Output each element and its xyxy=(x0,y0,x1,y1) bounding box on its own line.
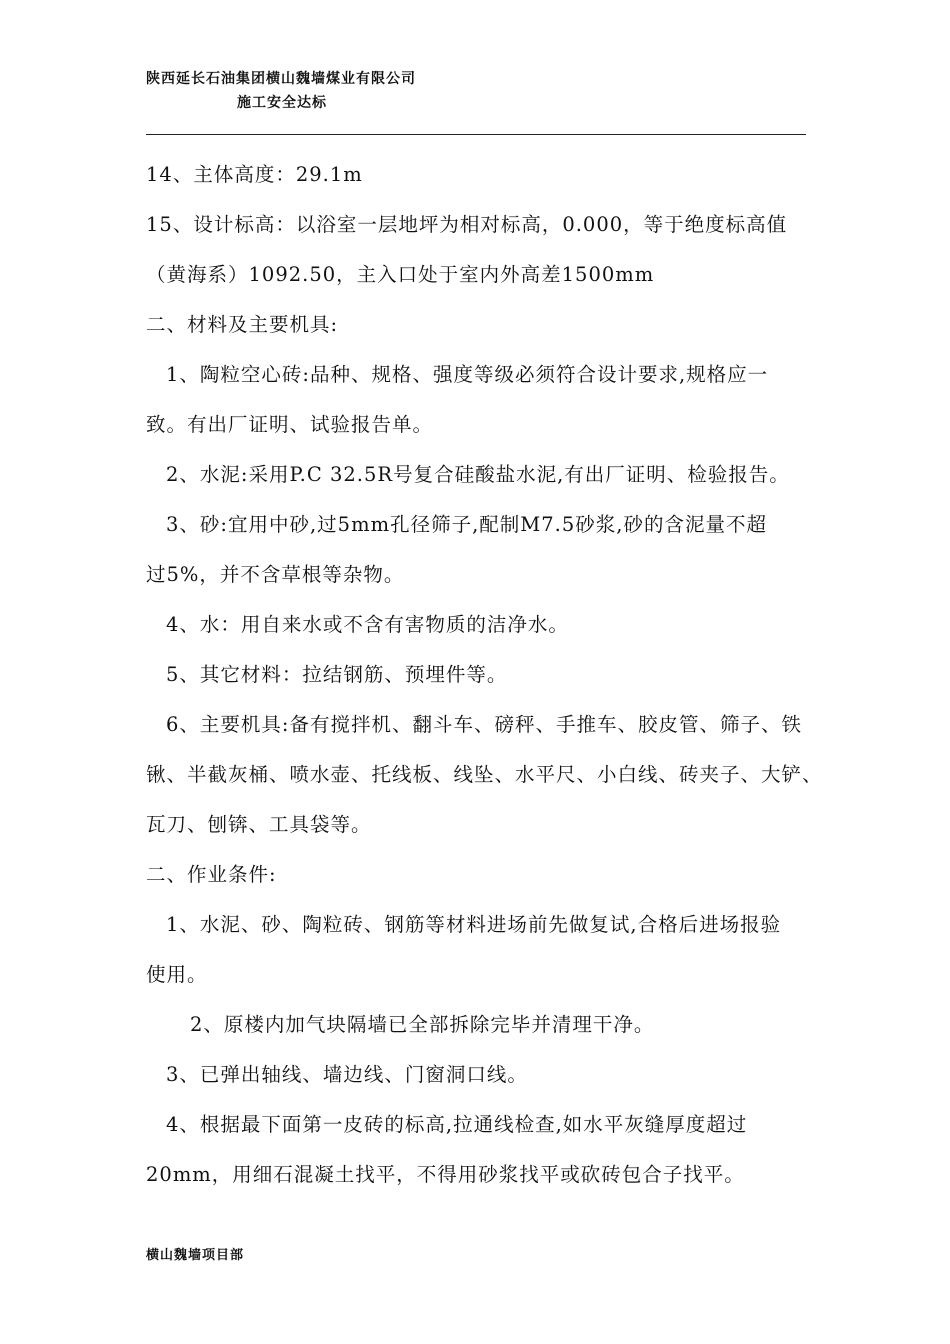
paragraph-line: 5、其它材料：拉结钢筋、预埋件等。 xyxy=(166,663,508,686)
paragraph-line: 3、已弹出轴线、墙边线、门窗洞口线。 xyxy=(166,1063,528,1086)
paragraph-line: 过5%，并不含草根等杂物。 xyxy=(146,563,405,586)
header-divider xyxy=(146,134,806,135)
paragraph-line: 4、根据最下面第一皮砖的标高,拉通线检查,如水平灰缝厚度超过 xyxy=(166,1113,748,1136)
footer-department: 横山魏墙项目部 xyxy=(146,1248,245,1263)
paragraph-line: 使用。 xyxy=(146,963,208,986)
paragraph-line: 致。有出厂证明、试验报告单。 xyxy=(146,413,434,436)
paragraph-line: 1、陶粒空心砖:品种、规格、强度等级必须符合设计要求,规格应一 xyxy=(166,363,769,386)
header-company-name: 陕西延长石油集团横山魏墙煤业有限公司 xyxy=(146,71,416,87)
paragraph-line: 锹、半截灰桶、喷水壶、托线板、线坠、水平尺、小白线、砖夹子、大铲、 xyxy=(146,763,823,786)
section-heading: 二、作业条件: xyxy=(146,863,277,886)
section-heading: 二、材料及主要机具: xyxy=(146,313,339,336)
paragraph-line: 15、设计标高：以浴室一层地坪为相对标高，0.000，等于绝度标高值 xyxy=(146,213,788,236)
paragraph-line: 2、水泥:采用P.C 32.5R号复合硅酸盐水泥,有出厂证明、检验报告。 xyxy=(166,463,790,486)
paragraph-line: 14、主体高度：29.1m xyxy=(146,163,363,186)
header-subtitle: 施工安全达标 xyxy=(237,95,327,111)
paragraph-line: 4、水：用自来水或不含有害物质的洁净水。 xyxy=(166,613,569,636)
paragraph-line: （黄海系）1092.50，主入口处于室内外高差1500mm xyxy=(146,263,655,286)
paragraph-line: 瓦刀、刨锛、工具袋等。 xyxy=(146,813,372,836)
paragraph-line: 1、水泥、砂、陶粒砖、钢筋等材料进场前先做复试,合格后进场报验 xyxy=(166,913,782,936)
paragraph-line: 3、砂:宜用中砂,过5mm孔径筛子,配制M7.5砂浆,砂的含泥量不超 xyxy=(166,513,767,536)
paragraph-line: 2、原楼内加气块隔墙已全部拆除完毕并清理干净。 xyxy=(190,1013,655,1036)
paragraph-line: 6、主要机具:备有搅拌机、翻斗车、磅秤、手推车、胶皮管、筛子、铁 xyxy=(166,713,802,736)
document-body xyxy=(146,150,823,1200)
paragraph-line: 20mm，用细石混凝土找平，不得用砂浆找平或砍砖包合子找平。 xyxy=(146,1163,745,1186)
